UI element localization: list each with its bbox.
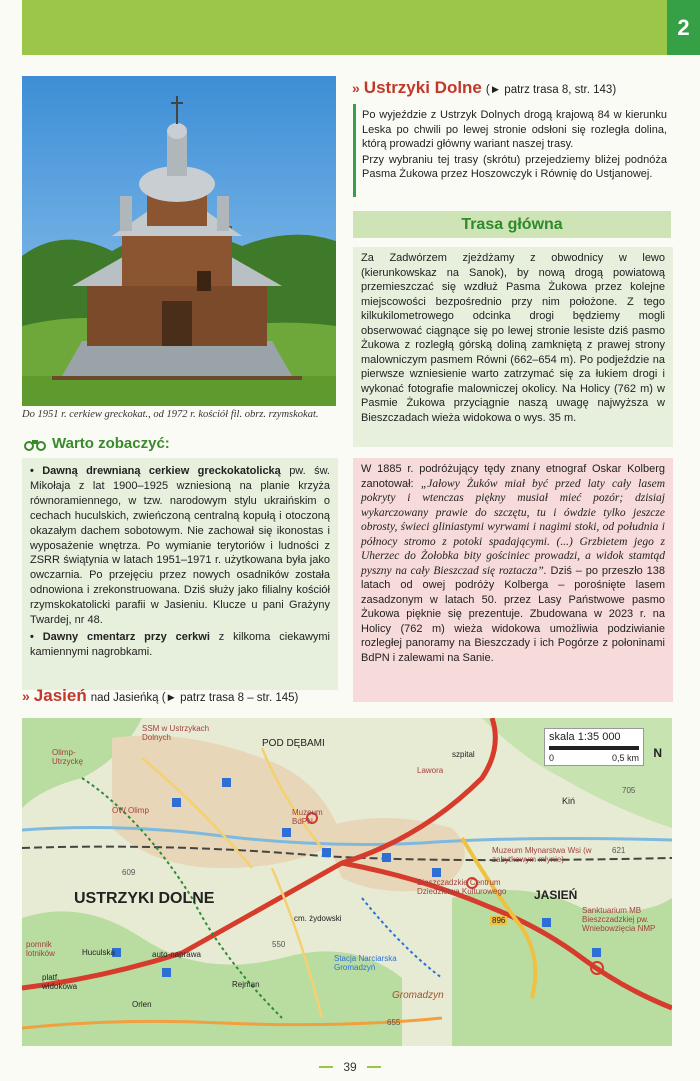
divider	[367, 1066, 381, 1068]
warto-item-2	[30, 630, 330, 660]
church-photo	[22, 76, 336, 406]
ustrzyki-heading	[352, 78, 616, 98]
quote-intro: W 1885 r. podróżujący tędy znany etnograf Oskar Kolberg zanotował:	[361, 463, 665, 490]
quote-box	[353, 458, 673, 702]
map-label-gromadzyn: Gromadzyn	[392, 990, 444, 1001]
ustrzyki-sub: (► patrz trasa 8, str. 143)	[485, 84, 617, 96]
map-label-platf: platf. widokowa	[42, 973, 78, 991]
map-label-orlen: Orlen	[132, 1000, 152, 1009]
map-label-muzeum-bdpn: Muzeum BdPN	[292, 808, 323, 826]
jasien-heading	[22, 686, 298, 706]
map-label-sanktuarium: Sanktuarium MB Bieszczadzkiej pw. Wniebowzięcia NMP	[582, 906, 656, 933]
trasa-box	[353, 247, 673, 447]
divider	[319, 1066, 333, 1068]
map-label-alt-705: 705	[622, 786, 636, 795]
section-title-warto	[24, 435, 170, 452]
warto-item-2-bold: • Dawny cmentarz przy cerkwi	[30, 630, 210, 643]
map-label-auto: auto-naprawa	[152, 950, 201, 959]
map	[22, 718, 672, 1046]
scale-label: skala 1:35 000	[549, 731, 621, 743]
warto-box	[22, 458, 338, 690]
chapter-tab: 2	[667, 0, 700, 55]
map-label-hucul: Huculska	[82, 948, 115, 957]
map-label-alt-609: 609	[122, 868, 136, 877]
trasa-title: Trasa główna	[353, 211, 671, 238]
warto-item-1-text: pw. św. Mikołaja z lat 1900–1925 wzniesioną na planie krzyża równoramiennego, w tzw. narodowym stylu ukraińskim o cechach huculskich, zwieńczoną centralną kopułą i otoczoną okazałym dachem sobotowym. Nie zachował się ikonostas i wyposażenie wnętrza. Po wymianie terytoriów i ludności z ZSRR świątynia w latach 1951–1971 r. użytkowana była jako owczarnia. Po przejęciu przez nowych osadników została odnowiona i zrekonstruowana. Dziś służy jako filialny kościół rzymskokatolicki parafii w Jasieniu. Klucze u pani Grażyny Twardej, nr 48.	[30, 465, 330, 627]
binoculars-icon	[24, 437, 46, 451]
warto-item-2-text: z kilkoma ciekawymi kamiennymi nagrobkami.	[30, 630, 330, 658]
map-label-stacja: Stacja Narciarska Gromadzyń	[334, 954, 397, 972]
map-label-pomnik: pomnik lotników	[26, 940, 55, 958]
jasien-name: Jasień	[33, 686, 87, 705]
chevron-right-icon: »	[352, 80, 360, 96]
warto-item-1	[30, 464, 330, 628]
map-label-muzeum-mlyn: Muzeum Młynarstwa Wsi (w zabytkowym młynie)	[492, 846, 592, 864]
map-label-bcdk: Bieszczadzkie Centrum Dziedzictwa Kulturowego	[417, 878, 507, 896]
intro-p1: Po wyjeździe z Ustrzyk Dolnych drogą krajową 84 w kierunku Leska po chwili po lewej stronie odsłoni się rozległa dolina, którą prowadzi główny wariant naszej trasy.	[362, 109, 667, 151]
map-label-cm-zydowski: cm. żydowski	[294, 914, 342, 923]
map-label-pod-debami: POD DĘBAMI	[262, 738, 325, 749]
map-label-village: JASIEŃ	[534, 888, 578, 902]
map-scale	[544, 728, 644, 766]
map-label-lawora: Lawora	[417, 766, 444, 775]
page-number: 39	[343, 1060, 357, 1074]
chevron-right-icon: »	[22, 688, 30, 704]
section-title-text: Warto zobaczyć:	[52, 435, 170, 452]
map-label-olimp: Olimp-Utrzyckę	[52, 748, 84, 766]
trasa-text: Za Zadwórzem zjeżdżamy z obwodnicy w lewo (kierunkowskaz na Sanok), by nową drogą powiatową przemieszczać się wzdłuż Pasma Żukowa przez kolejne miejscowości bezpośrednio przy nim położone. Z tego kilkukilometrowego odcinka drogi będziemy mogli obserwować ciągnące się po lewej stronie lesiste dziś pasmo Żukowa z rozległą górską doliną zamkniętą z prawej strony malowniczym pasmem Równi (662–654 m). Po podjeździe na pierwsze wzniesienie warto zatrzymać się za łukiem drogi i wykonać fotografie malowniczej okolicy. Na Holicy (762 m) w Pasmie Żukowa przyciągnie naszą uwagę najwyższa w Bieszczadach wieża widokowa o wys. 35 m.	[361, 252, 665, 424]
map-label-road-896: 896	[492, 916, 506, 925]
scale-unit: 0,5 km	[611, 753, 639, 763]
quote-text: „Jałowy Żuków miał być przed laty cały lasem pokryty i wtenczas piękny musiał mieć pozór; dzisiaj wykarczowany prawie do szczętu, tu i ówdzie tylko jeszcze obrosty, świeci gliniastymi wyrwami i nagimi stoki, od południa i północy stromo z potoki spadającymi. (...) Grzbietem jego z Uherzec do Żołobka bity gościniec prowadzi, a widok stamtąd pyszny na cały Bieszczad się roztacza”.	[361, 477, 665, 577]
quote-rest: Dziś – po przeszło 138 latach od owej podróży Kolberga – porośnięte lasem zasadzonym w latach 50. przez Lasy Państwowe pasmo Żukowa pięknie się prezentuje. Zbudowana w 2023 r. na Holicy (762 m) wieża widokowa umożliwia podziwianie rozległej panoramy na Bieszczady i ich Pogórze z połoninami BdPN i zalewami na Sanie.	[361, 564, 665, 664]
map-label-szpital: szpital	[452, 750, 475, 759]
ustrzyki-name: Ustrzyki Dolne	[363, 78, 482, 97]
scale-zero: 0	[549, 753, 555, 763]
jasien-sub: nad Jasieńką (► patrz trasa 8 – str. 145)	[90, 692, 299, 704]
intro-p2: Przy wybraniu tej trasy (skrótu) przejedziemy bliżej podnóża Pasma Żukowa przez Hoszowczyk i Równię do Ustjanowej.	[362, 153, 667, 181]
map-label-ssm: SSM w Ustrzykach Dolnych	[142, 724, 210, 742]
north-arrow-icon: N	[653, 746, 662, 760]
warto-item-1-bold: • Dawną drewnianą cerkiew greckokatolicką	[30, 465, 281, 477]
map-label-alt-550: 550	[272, 940, 286, 949]
header-bar	[22, 0, 667, 55]
map-label-alt-655: 655	[387, 1018, 401, 1027]
intro-box	[353, 104, 673, 197]
map-label-kin: Kiń	[562, 796, 576, 806]
map-label-ow-olimp: OW Olimp	[112, 806, 149, 815]
photo-caption: Do 1951 r. cerkiew greckokat., od 1972 r. kościół fil. obrz. rzymskokat.	[22, 409, 319, 420]
quote-paragraph	[361, 462, 665, 665]
page-number-row	[0, 1060, 700, 1074]
map-label-town: USTRZYKI DOLNE	[74, 890, 215, 907]
map-label-alt-621: 621	[612, 846, 626, 855]
map-label-rejman: Rejman	[232, 980, 260, 989]
